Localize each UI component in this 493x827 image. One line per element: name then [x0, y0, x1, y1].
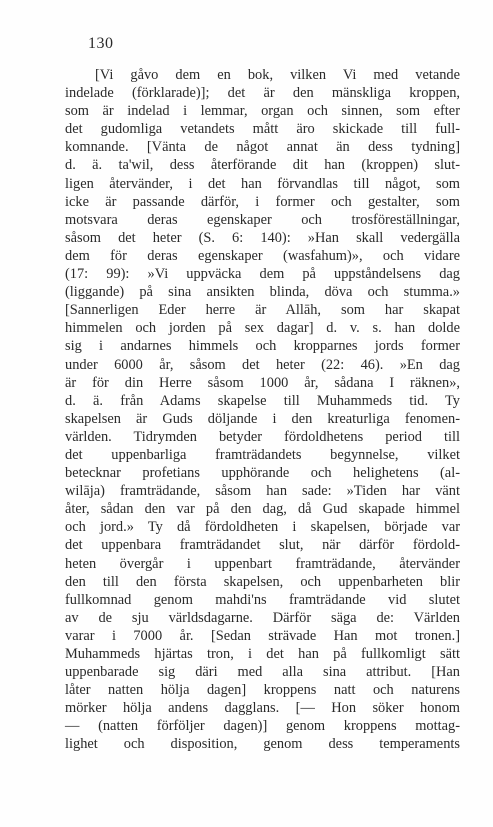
text-line: som är indelad i lemmar, organ och sinnen, som efter: [65, 103, 460, 120]
text-line: dem för deras egenskaper (wasfahum)», och vidare: [65, 247, 460, 264]
text-line: d. ä. ta'wil, dess återförande dit han (kroppen) slut-: [65, 157, 460, 174]
text-line: (liggande) på sina ansikten blinda, döva och stumma.»: [65, 284, 460, 301]
text-line: och jord.» Ty då fördoldheten i skapelsen, började var: [65, 519, 460, 536]
text-line: — (natten förföljer dagen)] genom kroppens mottag-: [65, 718, 460, 735]
text-line: indelade (förklarade)]; det är den mänskliga kroppen,: [65, 85, 460, 102]
text-line: sig i andarnes himmels och kropparnes jords former: [65, 338, 460, 355]
text-line: fullkomnad genom mahdi'ns framträdande vid slutet: [65, 591, 460, 608]
text-line: Muhammeds hjärtas tron, i det han på fullkomligt sätt: [65, 646, 460, 662]
text-line: ligen återvänder, i det han förvandlas till något, som: [65, 175, 460, 192]
body-text: [65, 66, 460, 754]
text-line: världen. Tidrymden betyder fördoldhetens period till: [65, 428, 460, 445]
text-line: wilāja) framträdande, såsom han sade: »Tiden har vänt: [65, 483, 460, 500]
text-line: betecknar profetians upphörande och helighetens (al-: [65, 465, 460, 482]
text-line: under 6000 år, såsom det heter (22: 46). »En dag: [65, 356, 460, 373]
text-line: såsom det heter (S. 6: 140): »Han skall vedergälla: [65, 229, 460, 246]
text-line: himmelen och jorden på sex dagar] d. v. s. han dolde: [65, 320, 460, 337]
text-line: den till den första skapelsen, och uppenbarheten blir: [65, 573, 460, 590]
text-line: [Sannerligen Eder herre är Allāh, som har skapat: [65, 302, 460, 319]
text-line: (17: 99): »Vi uppväcka dem på uppståndelsens dag: [65, 266, 460, 283]
text-line: av de sju världsdagarne. Därför säga de: Världen: [65, 609, 460, 626]
text-line: icke är passande därför, i former och gestalter, som: [65, 193, 460, 210]
text-line: skapelsen är Guds döljande i den kreaturliga fenomen-: [65, 410, 460, 427]
text-line: komnande. [Vänta de något annat än dess tydning]: [65, 139, 460, 156]
text-line: heten övergår i uppenbart framträdande, återvänder: [65, 555, 460, 572]
text-line: åter, sådan den var på den dag, då Gud skapade himmel: [65, 501, 460, 518]
text-line: motsvara deras egenskaper och trosföreställningar,: [65, 211, 460, 228]
text-line: det uppenbarliga framträdandets begynnelse, vilket: [65, 446, 460, 463]
text-line: [Vi gåvo dem en bok, vilken Vi med vetande: [95, 67, 460, 83]
text-line: uppenbarade sig däri med alla sina attribut. [Han: [65, 664, 460, 681]
text-line: d. ä. från Adams skapelse till Muhammeds tid. Ty: [65, 392, 460, 409]
text-line: är för din Herre såsom 1000 år, sådana I räknen»,: [65, 374, 460, 391]
text-line: låter natten hölja dagen] kroppens natt och naturens: [65, 682, 460, 699]
text-line: varar i 7000 år. [Sedan strävade Han mot tronen.]: [65, 627, 460, 644]
text-line: mörker hölja andens dagglans. [— Hon söker honom: [65, 700, 460, 717]
text-line: lighet och disposition, genom dess temperaments: [65, 736, 460, 753]
text-line: det uppenbara framträdandet slut, när därför fördold-: [65, 537, 460, 554]
text-line: det gudomliga vetandets mått äro skickade till full-: [65, 121, 460, 138]
page-number: 130: [88, 35, 114, 52]
